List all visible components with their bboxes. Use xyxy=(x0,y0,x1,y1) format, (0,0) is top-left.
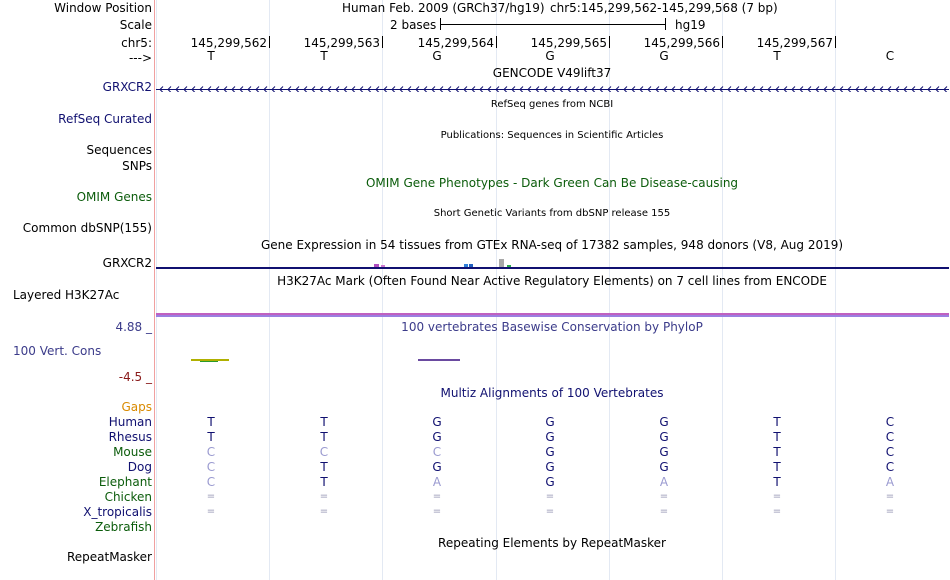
multiz-title[interactable]: Multiz Alignments of 100 Vertebrates xyxy=(440,386,664,400)
scale-db: hg19 xyxy=(675,18,706,32)
alignment-base: T xyxy=(773,475,781,489)
species-label[interactable]: Dog xyxy=(127,460,152,474)
alignment-base: G xyxy=(659,430,669,444)
assembly-label[interactable]: Human Feb. 2009 (GRCh37/hg19) xyxy=(342,1,545,15)
alignment-base: = xyxy=(545,506,555,517)
alignment-base: C xyxy=(885,430,895,444)
gencode-label[interactable]: GRXCR2 xyxy=(102,80,152,94)
species-label[interactable]: Human xyxy=(108,415,152,429)
phylop-label[interactable]: 100 Vert. Cons xyxy=(13,344,102,358)
window-position-label: Window Position xyxy=(54,1,152,15)
alignment-base: G xyxy=(659,460,669,474)
alignment-base: G xyxy=(545,475,555,489)
coordinate-label: 145,299,567 xyxy=(756,36,833,50)
alignment-base: = xyxy=(659,491,669,502)
alignment-base: G xyxy=(545,430,555,444)
refseq-label[interactable]: RefSeq Curated xyxy=(58,112,152,126)
gencode-title[interactable]: GENCODE V49lift37 xyxy=(492,66,612,80)
gtex-title[interactable]: Gene Expression in 54 tissues from GTEx RNA-seq of 17382 samples, 948 donors (V8, Aug 2019) xyxy=(260,238,844,252)
alignment-base: G xyxy=(545,460,555,474)
gencode-gene-strand xyxy=(156,85,949,92)
phylop-max: 4.88 _ xyxy=(115,320,152,334)
refseq-title[interactable]: RefSeq genes from NCBI xyxy=(490,99,614,110)
base-letter: G xyxy=(659,49,669,63)
base-letter: G xyxy=(432,49,442,63)
alignment-base: = xyxy=(885,506,895,517)
alignment-base: = xyxy=(432,506,442,517)
alignment-base: G xyxy=(432,430,442,444)
alignment-base: C xyxy=(432,445,442,459)
phylop-signal xyxy=(200,361,218,362)
species-label[interactable]: Chicken xyxy=(104,490,152,504)
alignment-base: T xyxy=(773,445,781,459)
alignment-base: = xyxy=(772,491,782,502)
scale-bar-left-tick xyxy=(440,18,441,30)
base-letter: T xyxy=(773,49,781,63)
alignment-base: = xyxy=(545,491,555,502)
dbsnp-title[interactable]: Short Genetic Variants from dbSNP release 155 xyxy=(433,208,671,219)
phylop-title[interactable]: 100 vertebrates Basewise Conservation by PhyloP xyxy=(401,320,703,334)
phylop-min: -4.5 _ xyxy=(118,370,152,384)
alignment-base: C xyxy=(206,460,216,474)
coordinate-tick xyxy=(835,36,836,48)
omim-label[interactable]: OMIM Genes xyxy=(76,190,152,204)
base-letter: G xyxy=(545,49,555,63)
chrom-label: chr5: xyxy=(121,36,152,50)
alignment-base: = xyxy=(319,506,329,517)
coordinate-label: 145,299,564 xyxy=(417,36,494,50)
coordinate-tick xyxy=(609,36,610,48)
alignment-base: C xyxy=(319,445,329,459)
coordinate-tick xyxy=(382,36,383,48)
gtex-gene-line xyxy=(156,267,949,269)
alignment-base: T xyxy=(320,430,328,444)
alignment-base: = xyxy=(432,491,442,502)
coordinate-tick xyxy=(269,36,270,48)
species-label[interactable]: Elephant xyxy=(98,475,152,489)
base-letter: T xyxy=(207,49,215,63)
alignment-base: C xyxy=(206,475,216,489)
alignment-base: A xyxy=(885,475,895,489)
alignment-base: C xyxy=(885,415,895,429)
scale-label: Scale xyxy=(119,18,152,32)
h3k27-label[interactable]: Layered H3K27Ac xyxy=(13,288,120,302)
sequences-label[interactable]: Sequences xyxy=(86,143,152,157)
alignment-base: G xyxy=(659,415,669,429)
alignment-base: T xyxy=(320,475,328,489)
alignment-base: = xyxy=(885,491,895,502)
alignment-base: C xyxy=(206,445,216,459)
snps-label[interactable]: SNPs xyxy=(122,159,152,173)
alignment-base: T xyxy=(773,430,781,444)
scale-bar-right-tick xyxy=(665,18,666,30)
repeat-label[interactable]: RepeatMasker xyxy=(66,550,152,564)
alignment-base: T xyxy=(320,415,328,429)
scale-bar xyxy=(440,24,666,25)
pubs-title[interactable]: Publications: Sequences in Scientific Articles xyxy=(440,130,664,141)
strand-label[interactable]: ---> xyxy=(128,51,152,65)
species-label[interactable]: Mouse xyxy=(113,445,152,459)
coordinate-label: 145,299,565 xyxy=(530,36,607,50)
alignment-base: G xyxy=(432,415,442,429)
alignment-base: = xyxy=(319,491,329,502)
coordinate-label: 145,299,563 xyxy=(303,36,380,50)
alignment-base: C xyxy=(885,460,895,474)
alignment-base: A xyxy=(432,475,442,489)
alignment-base: = xyxy=(659,506,669,517)
coordinate-label: 145,299,566 xyxy=(643,36,720,50)
omim-title[interactable]: OMIM Gene Phenotypes - Dark Green Can Be Disease-causing xyxy=(365,176,739,190)
alignment-base: = xyxy=(206,506,216,517)
gencode-gene-track[interactable] xyxy=(156,83,949,92)
alignment-base: C xyxy=(885,445,895,459)
alignment-base: G xyxy=(659,445,669,459)
base-letter: C xyxy=(885,49,895,63)
base-letter: T xyxy=(320,49,328,63)
species-label[interactable]: Rhesus xyxy=(108,430,152,444)
coordinate-tick xyxy=(496,36,497,48)
alignment-base: T xyxy=(207,430,215,444)
species-label[interactable]: Zebrafish xyxy=(95,520,152,534)
alignment-base: G xyxy=(545,415,555,429)
h3k27-title[interactable]: H3K27Ac Mark (Often Found Near Active Regulatory Elements) on 7 cell lines from ENCODE xyxy=(277,274,827,288)
coordinate-tick xyxy=(722,36,723,48)
label-separator xyxy=(154,0,155,580)
alignment-base: G xyxy=(432,460,442,474)
gaps-label[interactable]: Gaps xyxy=(121,400,152,414)
phylop-signal xyxy=(418,359,460,361)
alignment-base: T xyxy=(320,460,328,474)
alignment-base: T xyxy=(207,415,215,429)
alignment-base: = xyxy=(206,491,216,502)
alignment-base: G xyxy=(545,445,555,459)
gtex-label[interactable]: GRXCR2 xyxy=(102,256,152,270)
species-label[interactable]: X_tropicalis xyxy=(83,505,152,519)
dbsnp-label[interactable]: Common dbSNP(155) xyxy=(22,221,152,235)
gtex-bar[interactable] xyxy=(499,259,504,267)
alignment-base: T xyxy=(773,415,781,429)
alignment-base: T xyxy=(773,460,781,474)
h3k27-signal xyxy=(156,315,949,317)
scale-text: 2 bases xyxy=(390,18,437,32)
position-label[interactable]: chr5:145,299,562-145,299,568 (7 bp) xyxy=(550,1,778,15)
repeat-title[interactable]: Repeating Elements by RepeatMasker xyxy=(438,536,666,550)
coordinate-label: 145,299,562 xyxy=(190,36,267,50)
alignment-base: A xyxy=(659,475,669,489)
alignment-base: = xyxy=(772,506,782,517)
